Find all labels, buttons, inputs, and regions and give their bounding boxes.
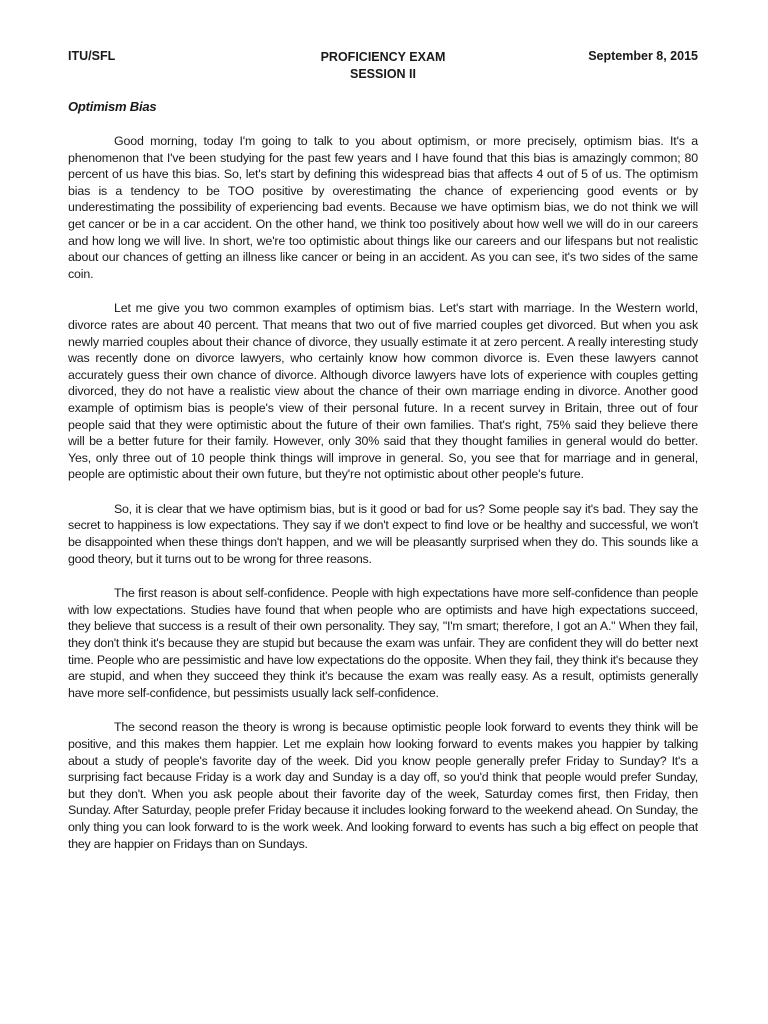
paragraph-3: So, it is clear that we have optimism bias, but is it good or bad for us? Some people say it's bad. They say the secret to happiness is low expectations. They say if we don't expect to find love or be healthy and successful, we won't be disappointed when these things don't happen, and we will be pleasantly surprised when they do. This sounds like a good theory, but it turns out to be wrong for three reasons. <box>68 501 698 566</box>
institution-label: ITU/SFL <box>68 49 116 63</box>
document-body <box>68 133 698 870</box>
session-label: SESSION II <box>350 67 416 81</box>
paragraph-4: The first reason is about self-confidence. People with high expectations have more self-confidence than people with low expectations. Studies have found that when people who are optimists and have high expectations succeed, they believe that success is a result of their own personality. They say, "I'm smart; therefore, I got an A." When they fail, they don't think it's because they are stupid but because the exam was unfair. They are confident they will do better next time. People who are pessimistic and have low expectations do the opposite. When they fail, they think it's because they are stupid, and when they succeed they think it's because the exam was really easy. As a result, optimists generally have more self-confidence, but pessimists usually lack self-confidence. <box>68 586 698 700</box>
paragraph-5: The second reason the theory is wrong is because optimistic people look forward to events they think will be positive, and this makes them happier. Let me explain how looking forward to events makes you happier by talking about a study of people's favorite day of the week. Did you know people generally prefer Friday to Sunday? It's a surprising fact because Friday is a work day and Sunday is a day off, so you'd think that people would prefer Sunday, but they don't. When you ask people about their favorite day of the week, Saturday comes first, then Friday, then Sunday. After Saturday, people prefer Friday because it includes looking forward to the weekend ahead. On Sunday, the only thing you can look forward to is the work week. And looking forward to events has such a big effect on people that they are happier on Fridays than on Sundays. <box>68 720 698 851</box>
document-title: Optimism Bias <box>68 99 157 114</box>
exam-title: PROFICIENCY EXAM <box>320 50 446 64</box>
page-header <box>68 49 698 85</box>
paragraph-1: Good morning, today I'm going to talk to you about optimism, or more precisely, optimism bias. It's a phenomenon that I've been studying for the past few years and I have found that this bias is amazingly common; 80 percent of us have this bias. So, let's start by defining this widespread bias that affects 4 out of 5 of us. The optimism bias is a tendency to be TOO positive by overestimating the chance of experiencing good events or by underestimating the possibility of experiencing bad events. Because we have optimism bias, we do not think we will get cancer or be in a car accident. On the other hand, we think too positively about how well we will do in our careers and how long we will live. In short, we're too optimistic about things like our careers and our lifespans but not realistic about our chances of getting an illness like cancer or being in an accident. As you can see, it's two sides of the same coin. <box>68 134 698 281</box>
paragraph-2: Let me give you two common examples of optimism bias. Let's start with marriage. In the Western world, divorce rates are about 40 percent. That means that two out of five married couples get divorced. But when you ask newly married couples about their chance of divorce, they usually estimate it at zero percent. A really interesting study was recently done on divorce lawyers, who certainly know how common divorce is. Even these lawyers cannot accurately guess their own chance of divorce. Although divorce lawyers have lots of experience with couples getting divorced, they do not have a realistic view about the chance of their own marriage ending in divorce. Another good example of optimism bias is people's view of their personal future. In a recent survey in Britain, three out of four people said that they were optimistic about the future of their own families. That's right, 75% said they believe there will be a better future for their family. However, only 30% said that they thought families in general would do better. Yes, only three out of 10 people think things will improve in general. So, you see that for marriage and in general, people are optimistic about their own future, but they're not optimistic about other people's future. <box>68 301 698 482</box>
exam-date: September 8, 2015 <box>588 49 698 63</box>
